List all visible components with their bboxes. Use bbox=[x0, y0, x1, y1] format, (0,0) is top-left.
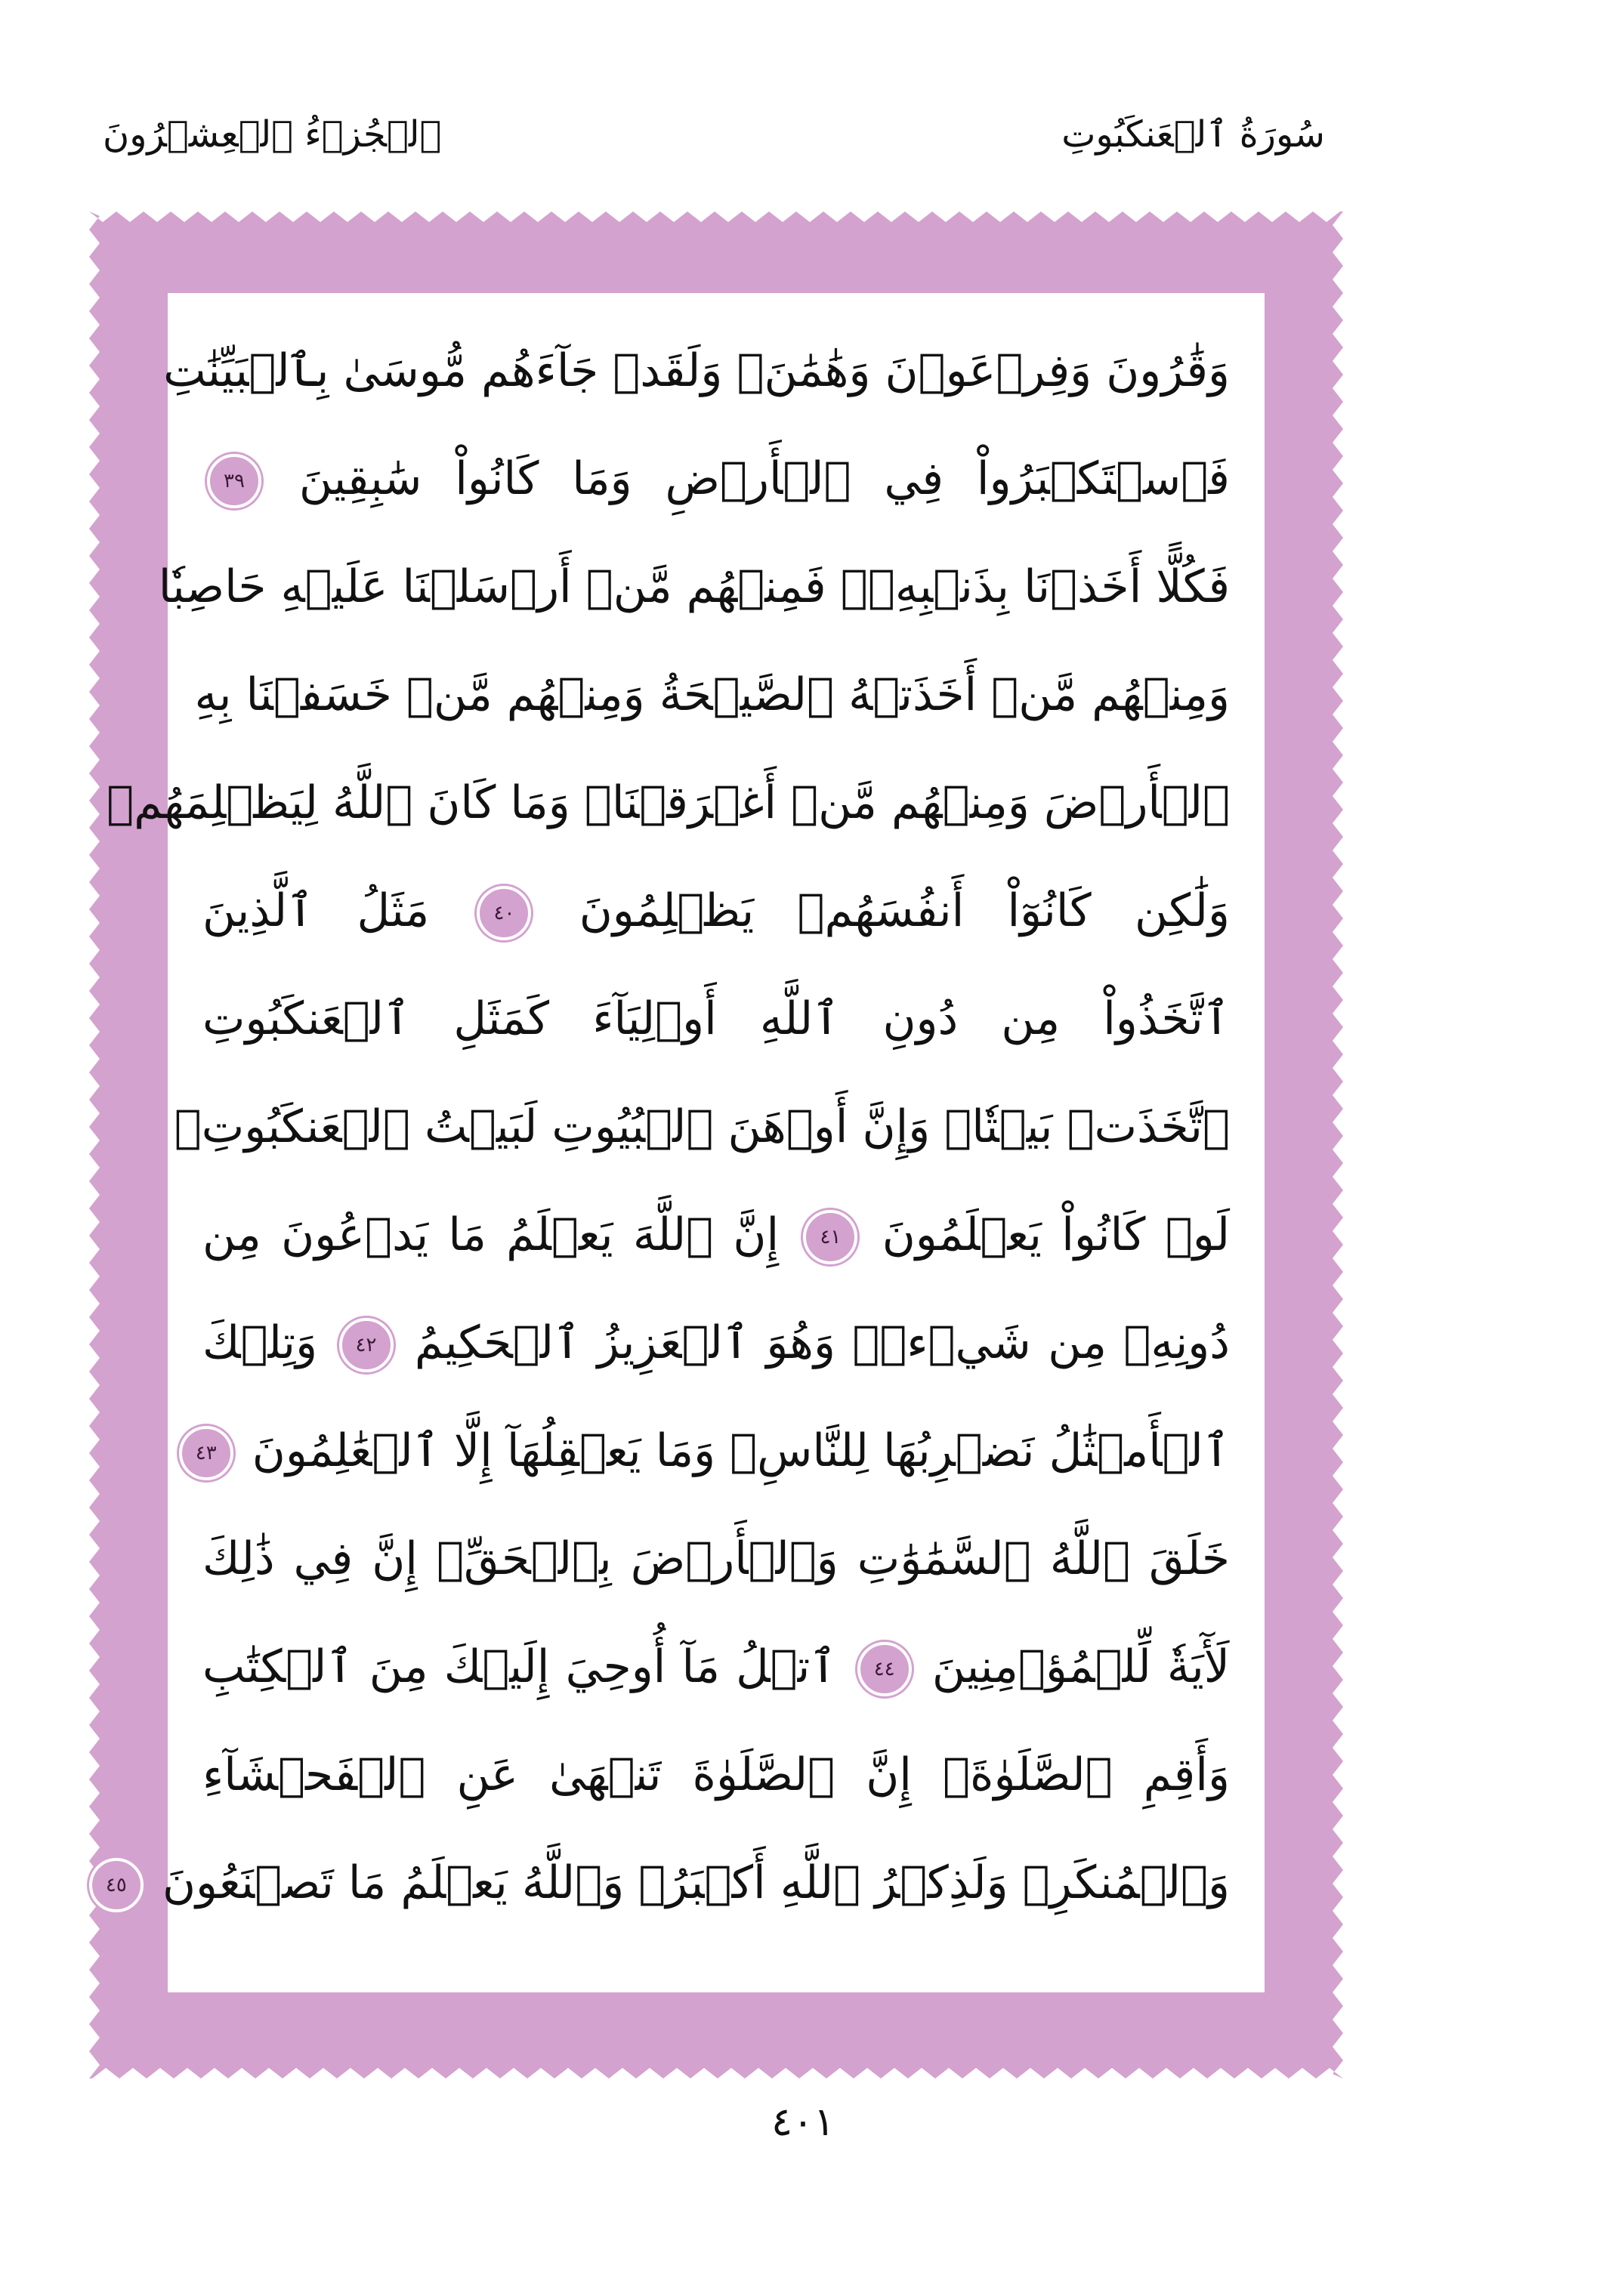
verse-line bbox=[202, 1613, 1230, 1721]
verse-text: وَقَٰرُونَ وَفِرۡعَوۡنَ وَهَٰمَٰنَۖ وَلَقَدۡ جَآءَهُم مُّوسَىٰ بِٱلۡبَيِّنَٰتِ bbox=[163, 344, 1230, 397]
verse-text: فَٱسۡتَكۡبَرُواْ فِي ٱلۡأَرۡضِ وَمَا كَانُواْ سَٰبِقِينَ bbox=[298, 452, 1230, 505]
surah-title: سُورَةُ ٱلۡعَنكَبُوتِ bbox=[1061, 113, 1325, 156]
verse-line bbox=[174, 1073, 1230, 1181]
verse-text: لَوۡ كَانُواْ يَعۡلَمُونَ bbox=[882, 1208, 1230, 1261]
verse-text: ٱتَّخَذَتۡ بَيۡتٗاۖ وَإِنَّ أَوۡهَنَ ٱلۡبُيُوتِ لَبَيۡتُ ٱلۡعَنكَبُوتِۚ bbox=[174, 1100, 1230, 1153]
verse-line bbox=[163, 317, 1230, 425]
verse-text: لَأٓيَةٗ لِّلۡمُؤۡمِنِينَ bbox=[931, 1640, 1230, 1693]
ayah-number-marker: ٤٥ bbox=[89, 1858, 144, 1912]
ayah-number-marker: ٤٠ bbox=[477, 886, 531, 940]
verse-text: وَأَقِمِ ٱلصَّلَوٰةَۖ إِنَّ ٱلصَّلَوٰةَ تَنۡهَىٰ عَنِ ٱلۡفَحۡشَآءِ bbox=[202, 1748, 1230, 1801]
verse-text: مَثَلُ ٱلَّذِينَ bbox=[202, 884, 430, 937]
verse-text: ٱلۡأَمۡثَٰلُ نَضۡرِبُهَا لِلنَّاسِۖ وَمَا يَعۡقِلُهَآ إِلَّا ٱلۡعَٰلِمُونَ bbox=[252, 1424, 1230, 1477]
page-number: ٤٠١ bbox=[771, 2100, 835, 2145]
verse-text: ٱتۡلُ مَآ أُوحِيَ إِلَيۡكَ مِنَ ٱلۡكِتَٰبِ bbox=[202, 1640, 837, 1693]
ayah-number-marker: ٣٩ bbox=[207, 454, 261, 508]
verse-line bbox=[195, 1397, 1230, 1505]
verse-line bbox=[202, 425, 1230, 533]
verse-line bbox=[202, 1289, 1230, 1397]
verse-line bbox=[202, 1181, 1230, 1289]
verse-text: فَكُلًّا أَخَذۡنَا بِذَنۢبِهِۦۖ فَمِنۡهُم مَّنۡ أَرۡسَلۡنَا عَلَيۡهِ حَاصِبٗا bbox=[158, 560, 1230, 613]
verse-line bbox=[202, 1721, 1230, 1829]
verse-line bbox=[194, 641, 1230, 749]
ayah-number-marker: ٤٢ bbox=[339, 1318, 394, 1372]
verse-line bbox=[202, 1505, 1230, 1613]
verse-text: وَلَٰكِن كَانُوٓاْ أَنفُسَهُمۡ يَظۡلِمُونَ bbox=[579, 884, 1231, 937]
verse-line bbox=[202, 965, 1230, 1073]
verse-text: دُونِهِۦ مِن شَيۡءٖۚ وَهُوَ ٱلۡعَزِيزُ ٱلۡحَكِيمُ bbox=[414, 1316, 1230, 1369]
ayah-number-marker: ٤٤ bbox=[857, 1642, 912, 1696]
verse-text: وَتِلۡكَ bbox=[202, 1316, 318, 1369]
verse-text: خَلَقَ ٱللَّهُ ٱلسَّمَٰوَٰتِ وَٱلۡأَرۡضَ بِٱلۡحَقِّۚ إِنَّ فِي ذَٰلِكَ bbox=[202, 1532, 1230, 1585]
verse-text: إِنَّ ٱللَّهَ يَعۡلَمُ مَا يَدۡعُونَ مِن bbox=[202, 1208, 780, 1261]
verse-text: ٱتَّخَذُواْ مِن دُونِ ٱللَّهِ أَوۡلِيَآءَ كَمَثَلِ ٱلۡعَنكَبُوتِ bbox=[202, 992, 1230, 1045]
verse-text: وَمِنۡهُم مَّنۡ أَخَذَتۡهُ ٱلصَّيۡحَةُ وَمِنۡهُم مَّنۡ خَسَفۡنَا بِهِ bbox=[194, 668, 1230, 721]
ayah-number-marker: ٤٣ bbox=[179, 1426, 233, 1480]
verse-lines bbox=[105, 317, 1231, 1937]
ayah-number-marker: ٤١ bbox=[803, 1210, 857, 1264]
verse-line bbox=[158, 533, 1230, 641]
verse-line bbox=[202, 857, 1230, 965]
verse-line bbox=[107, 749, 1230, 857]
verse-text: ٱلۡأَرۡضَ وَمِنۡهُم مَّنۡ أَغۡرَقۡنَاۚ وَمَا كَانَ ٱللَّهُ لِيَظۡلِمَهُمۡ bbox=[107, 776, 1230, 829]
verse-text: وَٱلۡمُنكَرِۗ وَلَذِكۡرُ ٱللَّهِ أَكۡبَرُۗ وَٱللَّهُ يَعۡلَمُ مَا تَصۡنَعُونَ bbox=[162, 1856, 1230, 1909]
juz-title: ٱلۡجُزۡءُ ٱلۡعِشۡرُونَ bbox=[103, 113, 442, 156]
verse-line bbox=[105, 1829, 1230, 1937]
